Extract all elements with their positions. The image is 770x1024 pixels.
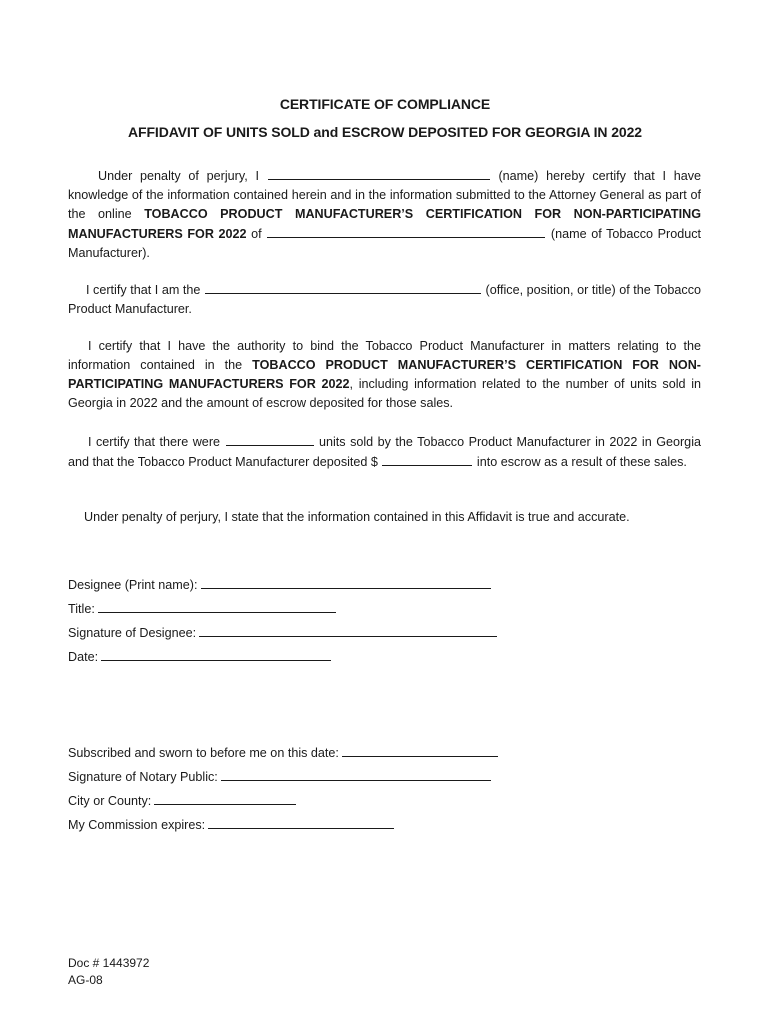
- para3-text-a: I certify that I have the authority to bind the Tobacco Product Manufacturer in matters relating to the information contained in the: [68, 339, 701, 372]
- designee-title-label: Title:: [68, 602, 95, 616]
- units-sold-blank[interactable]: [226, 432, 314, 446]
- form-code: AG-08: [68, 973, 103, 987]
- designee-date-field[interactable]: [101, 647, 331, 661]
- para1-bold-certification: TOBACCO PRODUCT MANUFACTURER’S CERTIFICATION FOR NON-PARTICIPATING MANUFACTURERS FOR 2022: [68, 207, 701, 241]
- designee-signature-label: Signature of Designee:: [68, 626, 197, 640]
- notary-city-row: [68, 791, 297, 811]
- notary-signature-label: Signature of Notary Public:: [68, 770, 218, 784]
- paragraph-office-title: [68, 280, 701, 319]
- designee-signature-row: [68, 623, 498, 643]
- notary-sworn-row: [68, 743, 499, 763]
- notary-commission-field[interactable]: [208, 815, 394, 829]
- para3-bold-certification: TOBACCO PRODUCT MANUFACTURER’S CERTIFICATION FOR NON-PARTICIPATING MANUFACTURERS FOR 2022: [68, 358, 701, 391]
- para1-text-b: (name) hereby certify that I have knowledge of the information contained herein and in the information submitted to the Attorney General as part of the online: [68, 169, 702, 221]
- manufacturer-name-blank[interactable]: [267, 224, 545, 238]
- notary-city-field[interactable]: [154, 791, 296, 805]
- para4-text-c: into escrow as a result of these sales.: [476, 455, 687, 469]
- notary-sworn-date-field[interactable]: [342, 743, 498, 757]
- designee-print-name-field[interactable]: [201, 575, 491, 589]
- designee-print-name-label: Designee (Print name):: [68, 578, 198, 592]
- doc-number: Doc # 1443972: [68, 956, 150, 970]
- para4-text-a: I certify that there were: [88, 435, 221, 449]
- para4-text-b: units sold by the Tobacco Product Manufacturer in 2022 in Georgia and that the Tobacco Product Manufacturer deposited $: [68, 435, 701, 469]
- paragraph-true-accurate: Under penalty of perjury, I state that the information contained in this Affidavit is true and accurate.: [84, 510, 630, 524]
- office-title-blank[interactable]: [205, 280, 481, 294]
- designee-date-row: [68, 647, 332, 667]
- escrow-amount-blank[interactable]: [382, 452, 472, 466]
- para1-text-d: (name of Tobacco Product Manufacturer).: [68, 227, 702, 260]
- para2-text-a: I certify that I am the: [86, 283, 201, 297]
- paragraph-authority: [68, 337, 701, 413]
- notary-city-label: City or County:: [68, 794, 152, 808]
- designee-print-name-row: [68, 575, 492, 595]
- notary-signature-field[interactable]: [221, 767, 491, 781]
- para2-text-b: (office, position, or title) of the Tobacco Product Manufacturer.: [68, 283, 702, 316]
- name-blank[interactable]: [268, 166, 490, 180]
- para3-text-b: , including information related to the number of units sold in Georgia in 2022 and the amount of escrow deposited for those sales.: [68, 377, 701, 410]
- notary-commission-label: My Commission expires:: [68, 818, 206, 832]
- para1-text-a: Under penalty of perjury, I: [98, 169, 259, 183]
- notary-commission-row: [68, 815, 395, 835]
- notary-signature-row: [68, 767, 492, 787]
- designee-date-label: Date:: [68, 650, 99, 664]
- designee-title-field[interactable]: [98, 599, 336, 613]
- document-subtitle: AFFIDAVIT OF UNITS SOLD and ESCROW DEPOSITED FOR GEORGIA IN 2022: [128, 124, 642, 140]
- notary-sworn-label: Subscribed and sworn to before me on this date:: [68, 746, 339, 760]
- paragraph-units-escrow: [68, 432, 701, 472]
- para1-text-c: of: [251, 227, 262, 241]
- paragraph-perjury-certification: [68, 166, 701, 263]
- designee-title-row: [68, 599, 337, 619]
- designee-signature-field[interactable]: [199, 623, 497, 637]
- document-title: CERTIFICATE OF COMPLIANCE: [279, 96, 491, 112]
